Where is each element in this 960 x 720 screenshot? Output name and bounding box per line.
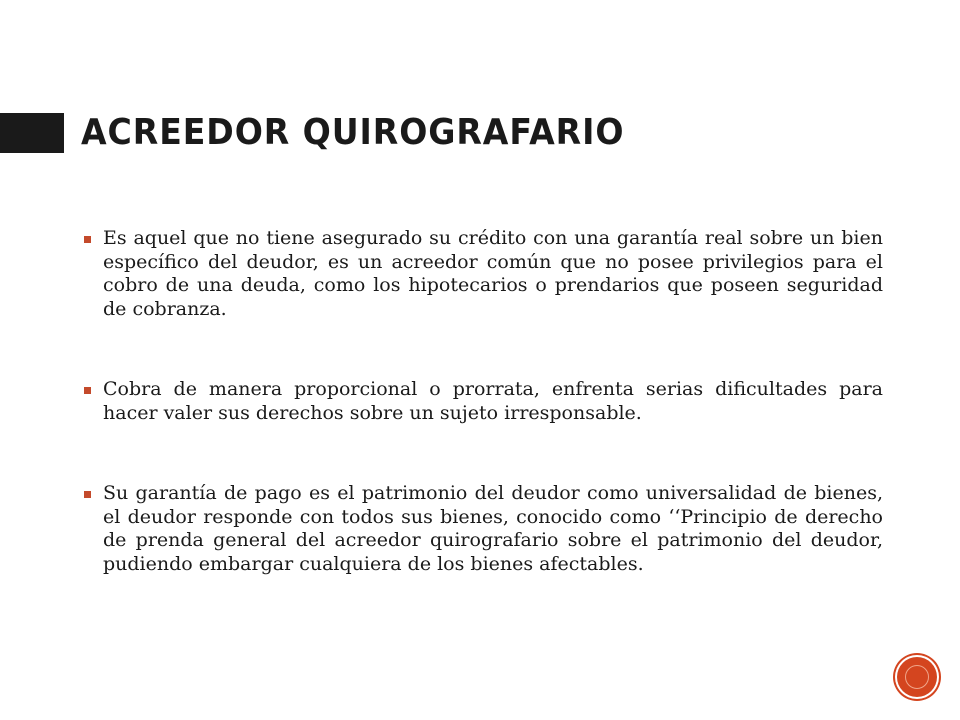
bullet-item bbox=[83, 482, 883, 576]
corner-circle-ring bbox=[905, 665, 929, 689]
bullet-text: Su garantía de pago es el patrimonio del deudor como universalidad de bienes, el deudor responde con todos sus bienes, conocido como ‘‘Principio de derecho de prenda general del acreedor quirografario sobre el patrimonio del deudor, pudiendo embargar cualquiera de los bienes afectables. bbox=[103, 482, 883, 575]
slide-title: ACREEDOR QUIROGRAFARIO bbox=[81, 112, 625, 153]
corner-circle-icon bbox=[897, 657, 937, 697]
bullet-item bbox=[83, 378, 883, 425]
bullet-list bbox=[83, 227, 883, 576]
bullet-square-icon bbox=[84, 491, 91, 498]
bullet-item bbox=[83, 227, 883, 321]
bullet-square-icon bbox=[84, 236, 91, 243]
bullet-square-icon bbox=[84, 387, 91, 394]
title-accent-bar bbox=[0, 113, 64, 153]
bullet-text: Es aquel que no tiene asegurado su crédito con una garantía real sobre un bien específico del deudor, es un acreedor común que no posee privilegios para el cobro de una deuda, como los hipotecarios o prendarios que poseen seguridad de cobranza. bbox=[103, 227, 883, 320]
bullet-text: Cobra de manera proporcional o prorrata, enfrenta serias dificultades para hacer valer sus derechos sobre un sujeto irresponsable. bbox=[103, 378, 883, 424]
